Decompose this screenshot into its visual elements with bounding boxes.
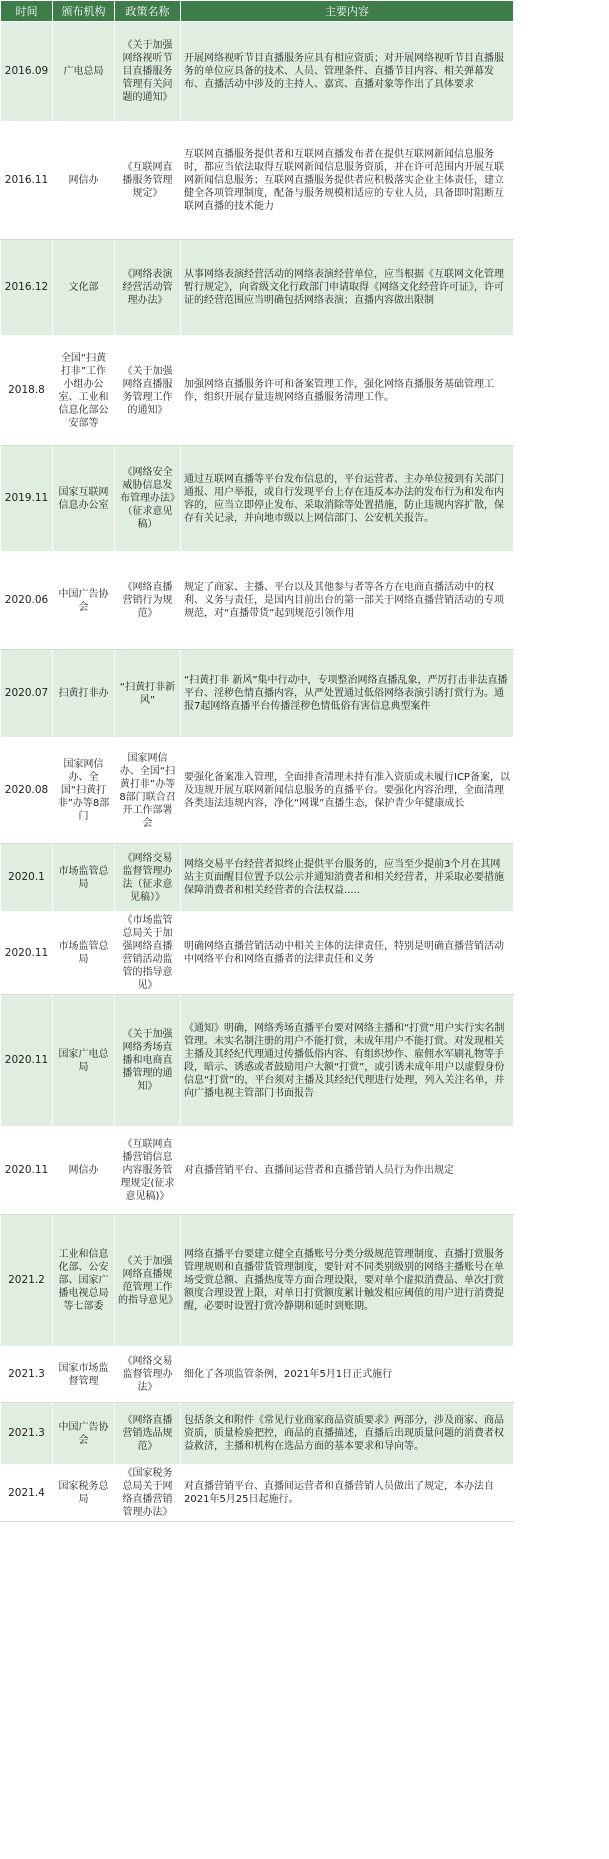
cell-time: 2021.4 bbox=[1, 1465, 53, 1522]
cell-policy: 《互联网直播营销信息内容服务管理规定(征求意见稿)》 bbox=[115, 1127, 181, 1215]
cell-content: 《通知》明确，网络秀场直播平台要对网络主播和“打赏”用户实行实名制管理。未实名制注册的用户不能打赏，未成年用户不能打赏。对发现相关主播及其经纪代理通过传播低俗内容、有组织炒作、雇佣水军刷礼物等手段，暗示、诱惑或者鼓励用户大额“打赏”，或引诱未成年用户以虚假身份信息“打赏”的，平台须对主播及其经纪代理进行处理，列入关注名单，并向广播电视主管部门书面报告 bbox=[181, 995, 514, 1127]
cell-org: 广电总局 bbox=[53, 22, 115, 122]
cell-policy: 《关于加强网络视听节目直播服务管理有关问题的通知》 bbox=[115, 22, 181, 122]
cell-time: 2016.09 bbox=[1, 22, 53, 122]
table-row bbox=[1, 844, 514, 912]
cell-policy: 《网络直播营销行为规范》 bbox=[115, 552, 181, 650]
cell-content: 对直播营销平台、直播间运营者和直播营销人员做出了规定，本办法自2021年5月25日起施行。 bbox=[181, 1465, 514, 1522]
cell-time: 2021.3 bbox=[1, 1347, 53, 1403]
cell-policy: 《网络交易监督管理办法》 bbox=[115, 1347, 181, 1403]
cell-content: 网络直播平台要建立健全直播账号分类分级规范管理制度、直播打赏服务管理规则和直播带货管理制度，要针对不同类别级别的网络主播账号在单场受赏总额、直播热度等方面合理设限，要对单个虚拟消费品、单次打赏额度合理设置上限，对单日打赏额度累计触发相应阈值的用户进行消费提醒，必要时设置打赏冷静期和延时到账期。 bbox=[181, 1215, 514, 1347]
table-row bbox=[1, 1347, 514, 1403]
cell-time: 2020.1 bbox=[1, 844, 53, 912]
table-row bbox=[1, 1465, 514, 1522]
cell-policy: 《关于加强网络秀场直播和电商直播管理的通知》 bbox=[115, 995, 181, 1127]
cell-org: 国家市场监督管理 bbox=[53, 1347, 115, 1403]
cell-org: 国家网信办、全国“扫黄打非”办等8部门 bbox=[53, 738, 115, 844]
cell-policy: “扫黄打非新风” bbox=[115, 650, 181, 738]
cell-time: 2020.08 bbox=[1, 738, 53, 844]
table-row bbox=[1, 1127, 514, 1215]
cell-policy: 《关于加强网络直播规范管理工作的指导意见》 bbox=[115, 1215, 181, 1347]
header-time: 时间 bbox=[1, 1, 53, 22]
cell-policy: 国家网信办、全国“扫黄打非”办等8部门联合召开工作部署会 bbox=[115, 738, 181, 844]
cell-content: 规定了商家、主播、平台以及其他参与者等各方在电商直播活动中的权利、义务与责任，是国内目前出台的第一部关于网络直播营销活动的专项规范，对“直播带货”起到规范引领作用 bbox=[181, 552, 514, 650]
header-policy: 政策名称 bbox=[115, 1, 181, 22]
cell-content: “扫黄打非 新风”集中行动中，专项整治网络直播乱象，严厉打击非法直播平台、淫秽色情直播内容，从严处置通过低俗网络表演引诱打赏行为。通报7起网络直播平台传播淫秽色情低俗有害信息典型案件 bbox=[181, 650, 514, 738]
table-row bbox=[1, 336, 514, 446]
table-row bbox=[1, 446, 514, 552]
cell-content: 细化了各项监管条例，2021年5月1日正式施行 bbox=[181, 1347, 514, 1403]
table-row bbox=[1, 995, 514, 1127]
header-org: 颁布机构 bbox=[53, 1, 115, 22]
cell-org: 市场监管总局 bbox=[53, 912, 115, 995]
table-row bbox=[1, 22, 514, 122]
cell-org: 网信办 bbox=[53, 1127, 115, 1215]
cell-policy: 《网络表演经营活动管理办法》 bbox=[115, 240, 181, 336]
cell-policy: 《网络直播营销选品规范》 bbox=[115, 1403, 181, 1465]
cell-org: 国家税务总局 bbox=[53, 1465, 115, 1522]
cell-org: 文化部 bbox=[53, 240, 115, 336]
cell-content: 要强化备案准入管理，全面排查清理未持有准入资质或未履行ICP备案，以及违规开展互联网新闻信息服务的直播平台。要强化内容治理，全面清理各类违法违规内容，净化“网课”直播生态，保护青少年健康成长 bbox=[181, 738, 514, 844]
table-row bbox=[1, 552, 514, 650]
table-row bbox=[1, 738, 514, 844]
cell-time: 2018.8 bbox=[1, 336, 53, 446]
cell-time: 2021.2 bbox=[1, 1215, 53, 1347]
cell-policy: 《互联网直播服务管理规定》 bbox=[115, 122, 181, 240]
cell-content: 通过互联网直播等平台发布信息的，平台运营者、主办单位接到有关部门通报、用户举报，或自行发现平台上存在违反本办法的发布行为和发布内容的，应当立即停止发布、采取消除等处置措施，防止违规内容扩散，保存有关记录，并向地市级以上网信部门、公安机关报告。 bbox=[181, 446, 514, 552]
cell-time: 2016.11 bbox=[1, 122, 53, 240]
cell-org: 国家互联网信息办公室 bbox=[53, 446, 115, 552]
cell-time: 2020.06 bbox=[1, 552, 53, 650]
table-row bbox=[1, 122, 514, 240]
cell-time: 2016.12 bbox=[1, 240, 53, 336]
cell-org: 中国广告协会 bbox=[53, 552, 115, 650]
cell-policy: 《关于加强网络直播服务管理工作的通知》 bbox=[115, 336, 181, 446]
cell-policy: 《市场监管总局关于加强网络直播营销活动监管的指导意见》 bbox=[115, 912, 181, 995]
cell-time: 2020.11 bbox=[1, 995, 53, 1127]
cell-content: 开展网络视听节目直播服务应具有相应资质；对开展网络视听节目直播服务的单位应具备的技术、人员、管理条件、直播节目内容、相关弹幕发布、直播活动中涉及的主持人、嘉宾、直播对象等作出了具体要求 bbox=[181, 22, 514, 122]
cell-content: 明确网络直播营销活动中相关主体的法律责任，特别是明确直播营销活动中网络平台和网络直播者的法律责任和义务 bbox=[181, 912, 514, 995]
table-row bbox=[1, 650, 514, 738]
cell-content: 网络交易平台经营者拟终止提供平台服务的，应当至少提前3个月在其网站主页面醒目位置予以公示并通知消费者和相关经营者，并采取必要措施保障消费者和相关经营者的合法权益..... bbox=[181, 844, 514, 912]
table-row bbox=[1, 240, 514, 336]
cell-org: 市场监管总局 bbox=[53, 844, 115, 912]
cell-org: 全国“扫黄打非”工作小组办公室、工业和信息化部公安部等 bbox=[53, 336, 115, 446]
cell-policy: 《网络交易监督管理办法（征求意见稿）》 bbox=[115, 844, 181, 912]
cell-time: 2020.11 bbox=[1, 912, 53, 995]
table-row bbox=[1, 1215, 514, 1347]
cell-org: 工业和信息化部、公安部、国家广播电视总局等七部委 bbox=[53, 1215, 115, 1347]
table-row bbox=[1, 1403, 514, 1465]
cell-time: 2020.07 bbox=[1, 650, 53, 738]
cell-policy: 《国家税务总局关于网络直播营销管理办法》 bbox=[115, 1465, 181, 1522]
cell-org: 网信办 bbox=[53, 122, 115, 240]
cell-time: 2021.3 bbox=[1, 1403, 53, 1465]
header-row bbox=[1, 1, 514, 22]
cell-org: 扫黄打非办 bbox=[53, 650, 115, 738]
cell-time: 2020.11 bbox=[1, 1127, 53, 1215]
header-content: 主要内容 bbox=[181, 1, 514, 22]
cell-org: 国家广电总局 bbox=[53, 995, 115, 1127]
cell-content: 加强网络直播服务许可和备案管理工作，强化网络直播服务基础管理工作，组织开展存量违规网络直播服务清理工作。 bbox=[181, 336, 514, 446]
cell-org: 中国广告协会 bbox=[53, 1403, 115, 1465]
cell-content: 对直播营销平台、直播间运营者和直播营销人员行为作出规定 bbox=[181, 1127, 514, 1215]
cell-time: 2019.11 bbox=[1, 446, 53, 552]
cell-content: 从事网络表演经营活动的网络表演经营单位，应当根据《互联网文化管理暂行规定》，向省级文化行政部门申请取得《网络文化经营许可证》，许可证的经营范围应当明确包括网络表演；直播内容做出限制 bbox=[181, 240, 514, 336]
table-row bbox=[1, 912, 514, 995]
cell-content: 包括条文和附件《常见行业商家商品资质要求》两部分，涉及商家、商品资质，质量检验把控，商品的直播描述，直播后出现质量问题的消费者权益救济，主播和机构在选品方面的基本要求和导向等。 bbox=[181, 1403, 514, 1465]
cell-content: 互联网直播服务提供者和互联网直播发布者在提供互联网新闻信息服务时，都应当依法取得互联网新闻信息服务资质，并在许可范围内开展互联网新闻信息服务；互联网直播服务提供者应积极落实企业主体责任，建立健全各项管理制度，配备与服务规模相适应的专业人员，具备即时阻断互联网直播的技术能力 bbox=[181, 122, 514, 240]
cell-policy: 《网络安全威胁信息发布管理办法》（征求意见稿） bbox=[115, 446, 181, 552]
